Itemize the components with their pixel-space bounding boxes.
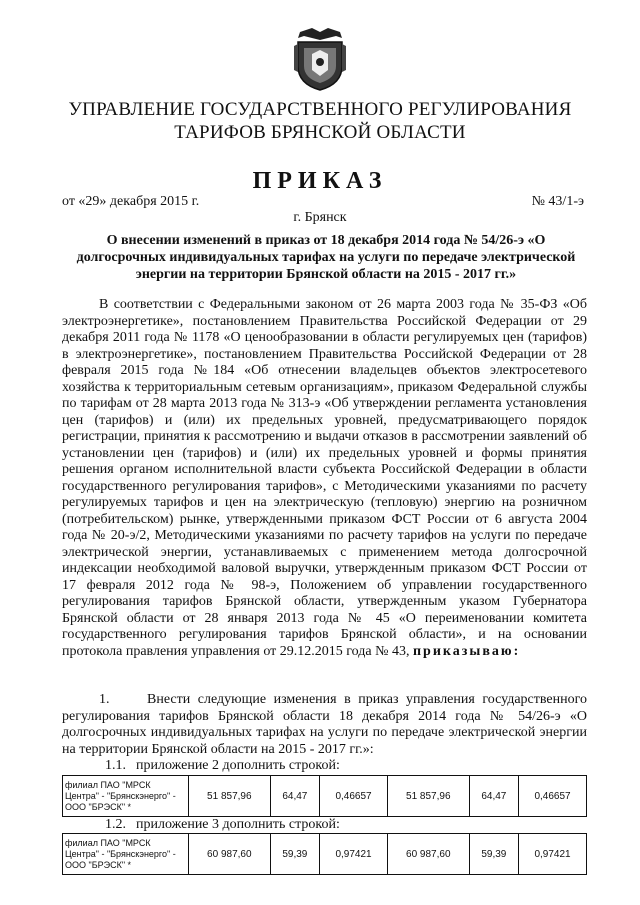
document-date: от «29» декабря 2015 г. xyxy=(62,194,200,209)
document-number: № 43/1-э xyxy=(531,194,584,209)
subitem-1-1 xyxy=(62,758,587,774)
table-cell: 60 987,60 xyxy=(387,834,469,875)
preamble-paragraph xyxy=(62,297,587,660)
table-cell-name: филиал ПАО "МРСК Центра" - "Брянскэнерго" - ООО "БРЭСК" * xyxy=(63,776,189,817)
document-type-title: ПРИКАЗ xyxy=(252,168,388,194)
table-cell: 59,39 xyxy=(270,834,320,875)
subitem-text: приложение 2 дополнить строкой: xyxy=(136,758,340,773)
preamble-text: В соответствии с Федеральными законом от 26 марта 2003 года № 35-ФЗ «Об электроэнергетике», постановлением Правительства Российской Федерации от 29 декабря 2011 года № 1178 «О ценообразовании в области регулируемых цен (тарифов) в электроэнергетике», постановлением Правительства Российской Федерации от 28 февраля 2015 года №184 «Об отнесении владельцев объектов электросетевого хозяйства к территориальным сетевым организациям», приказом Федеральной службы по тарифам от 28 марта 2013 года № 313-э «Об утверждении регламента установления цен (тарифов) и (или) их предельных уровней, предусматривающего порядок регистрации, принятия к рассмотрению и выдачи отказов в рассмотрении заявлений об установлении цен (тарифов) и (или) их предельных уровней и формы принятия решения органом исполнительной власти субъекта Российской Федерации в области государственного регулирования тарифов», с Методическими указаниями по расчету регулируемых тарифов и цен на электрическую (тепловую) энергию на розничном (потребительском) рынке, утвержденными приказом ФСТ России от 6 августа 2004 года № 20-э/2, Методическими указаниями по расчету тарифов на услуги по передаче электрической энергии, устанавливаемых с применением метода долгосрочной индексации необходимой валовой выручки, утвержденным приказом ФСТ России от 17 февраля 2012 года № 98-э, Положением об управлении государственного регулирования тарифов Брянской области, утвержденным указом Губернатора Брянской области от 28 января 2013 года № 45 «О переименовании комитета государственного регулирования тарифов Брянской области», и на основании протокола правления управления от 29.12.2015 года № 43, xyxy=(62,297,587,659)
table-cell: 51 857,96 xyxy=(387,776,469,817)
table-cell: 64,47 xyxy=(469,776,519,817)
table-row xyxy=(63,834,587,875)
table-cell: 0,46657 xyxy=(320,776,388,817)
table-cell: 0,97421 xyxy=(519,834,587,875)
organization-name-line1: УПРАВЛЕНИЕ ГОСУДАРСТВЕННОГО РЕГУЛИРОВАНИЯ xyxy=(68,99,572,120)
subitem-number: 1.2. xyxy=(105,817,126,832)
organization-name-line2: ТАРИФОВ БРЯНСКОЙ ОБЛАСТИ xyxy=(174,122,466,143)
table-cell: 64,47 xyxy=(270,776,320,817)
table-row xyxy=(63,776,587,817)
tariff-table-appendix-2 xyxy=(62,775,587,817)
subitem-text: приложение 3 дополнить строкой: xyxy=(136,817,340,832)
coat-of-arms-emblem xyxy=(292,26,348,92)
subitem-1-2 xyxy=(62,817,587,833)
item-1-paragraph: 1. Внести следующие изменения в приказ управления государственного регулирования тарифов Брянской области 18 декабря 2014 года № 54/26-э «О долгосрочных индивидуальных тарифах на услуги по передаче электрической энергии на территории Брянской области на 2015 - 2017 гг.»: xyxy=(62,692,587,757)
table-cell: 0,97421 xyxy=(320,834,388,875)
table-cell: 51 857,96 xyxy=(189,776,271,817)
document-city: г. Брянск xyxy=(293,210,347,225)
table-cell: 59,39 xyxy=(469,834,519,875)
table-cell-name: филиал ПАО "МРСК Центра" - "Брянскэнерго" - ООО "БРЭСК" * xyxy=(63,834,189,875)
document-subject: О внесении изменений в приказ от 18 декабря 2014 года № 54/26-э «О долгосрочных индивидуальных тарифах на услуги по передаче электрической энергии на территории Брянской области на 2015 - 2017 гг.» xyxy=(76,233,576,282)
table-cell: 0,46657 xyxy=(519,776,587,817)
subitem-number: 1.1. xyxy=(105,758,126,773)
order-word: приказываю: xyxy=(412,643,521,659)
table-cell: 60 987,60 xyxy=(189,834,271,875)
tariff-table-appendix-3 xyxy=(62,833,587,875)
